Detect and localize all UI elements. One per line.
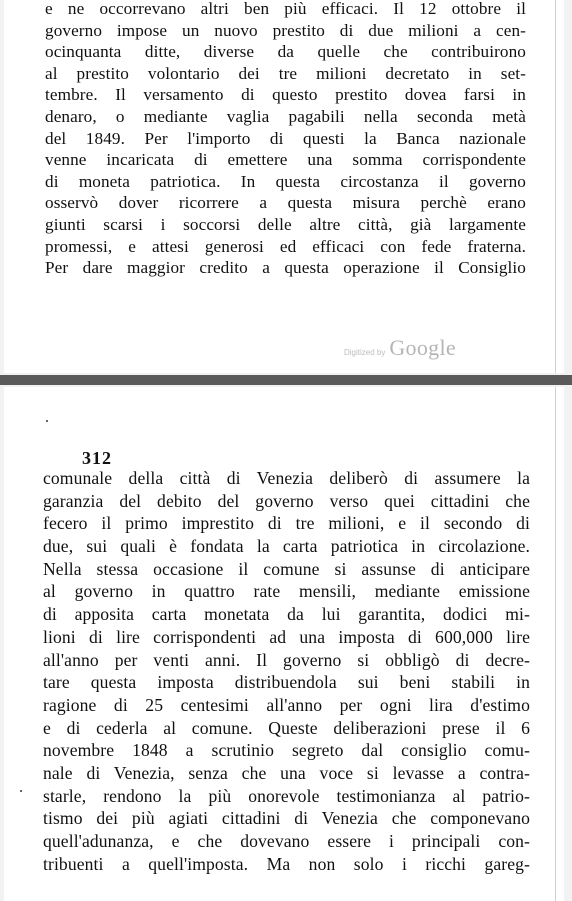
bottom-page-text [43,467,530,875]
text-line: promessi, e attesi generosi ed efficaci con fede fraterna. [45,236,526,256]
text-line: fecero il primo imprestito di tre milioni, e il secondo di [43,513,530,534]
text-line: venne incaricata di emettere una somma corrispondente [45,150,526,170]
page-edge [555,387,564,901]
google-logo: Google [389,335,456,360]
page-separator [0,375,572,385]
text-line: novembre 1848 a scrutinio segreto dal consiglio comu- [43,740,530,761]
scanned-page-bottom [4,387,564,901]
scan-speck [46,420,48,422]
text-line: governo impose un nuovo prestito di due milioni a cen- [45,20,526,40]
text-line: di apposita carta monetata da lui garantita, dodici mi- [43,604,530,625]
text-line: tribuenti a quell'imposta. Ma non solo i ricchi gareg- [43,853,530,874]
text-line: tismo dei più agiati cittadini di Venezia che componevano [43,808,530,829]
text-line: garanzia del debito del governo verso quei cittadini che [43,490,530,511]
top-page-text [45,0,526,279]
text-line: denaro, o mediante vaglia pagabili nella seconda metà [45,106,526,126]
text-line: giunti scarsi i soccorsi delle altre città, già largamente [45,214,526,234]
text-line: e di cederla al comune. Queste deliberazioni prese il 6 [43,717,530,738]
text-line: all'anno per venti anni. Il governo si obbligò di decre- [43,649,530,670]
text-line: ragione di 25 centesimi all'anno per ogni lira d'estimo [43,694,530,715]
text-line: ocinquanta ditte, diverse da quelle che contribuirono [45,42,526,62]
scanned-page-top [4,0,564,373]
scan-speck [20,790,22,792]
text-line: Per dare maggior credito a questa operazione il Consiglio [45,258,526,278]
text-line: comunale della città di Venezia deliberò di assumere la [43,468,530,488]
text-line: osservò dover ricorrere a questa misura perchè erano [45,193,526,213]
text-line: due, sui quali è fondata la carta patriotica in circolazione. [43,536,530,557]
text-line: di moneta patriotica. In questa circostanza il governo [45,171,526,191]
text-line: tembre. Il versamento di questo prestito dovea farsi in [45,85,526,105]
text-line: quell'adunanza, e che dovevano essere i principali con- [43,831,530,851]
text-line: del 1849. Per l'importo di questi la Banca nazionale [45,128,526,148]
text-line: starle, rendono la più onorevole testimonianza al patrio- [43,785,530,806]
text-line: tare questa imposta distribuendola sui beni stabili in [43,672,530,693]
text-line: e ne occorrevano altri ben più efficaci. Il 12 ottobre il [45,0,526,18]
text-line: al governo in quattro rate mensili, mediante emissione [43,581,530,602]
text-line: Nella stessa occasione il comune si assunse di anticipare [43,558,530,579]
text-line: al prestito volontario dei tre milioni decretato in set- [45,63,526,83]
text-line: lioni di lire corrispondenti ad una imposta di 600,000 lire [43,626,530,647]
watermark-digitized-label: Digitized by [344,348,386,357]
google-watermark [344,335,456,361]
page-number: 312 [82,448,112,468]
text-line: nale di Venezia, senza che una voce si levasse a contra- [43,762,530,783]
page-edge [555,0,564,373]
